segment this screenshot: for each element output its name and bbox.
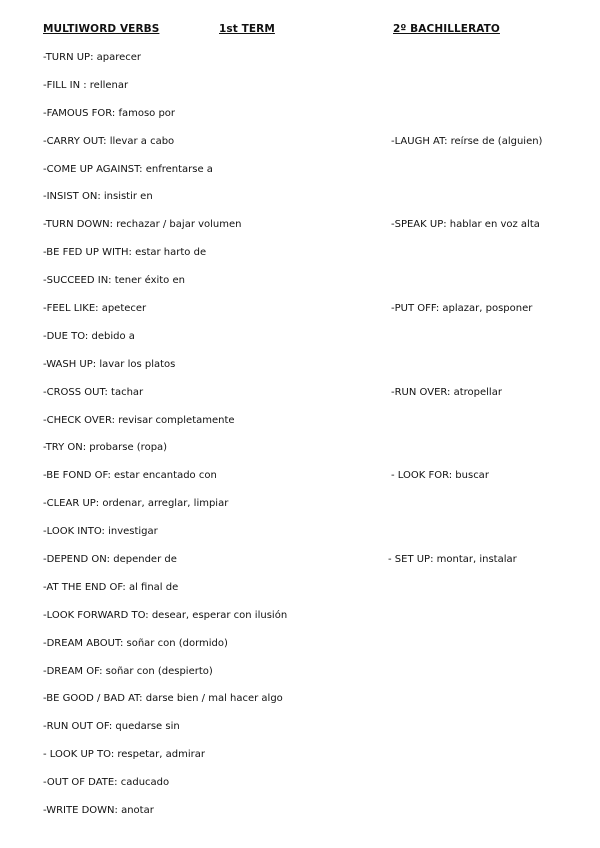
list-item: -RUN OVER: atropellar (391, 386, 502, 398)
list-item: -SPEAK UP: hablar en voz alta (391, 219, 540, 231)
list-item: -WASH UP: lavar los platos (43, 358, 176, 370)
list-item: -AT THE END OF: al final de (43, 581, 179, 593)
course-label: 2º BACHILLERATO (393, 23, 500, 35)
list-item: - LOOK FOR: buscar (391, 470, 489, 482)
list-item: - LOOK UP TO: respetar, admirar (43, 749, 205, 761)
list-item: -DUE TO: debido a (43, 330, 135, 342)
list-item: -CLEAR UP: ordenar, arreglar, limpiar (43, 498, 229, 510)
list-item: -RUN OUT OF: quedarse sin (43, 721, 180, 733)
document-title: MULTIWORD VERBS (43, 23, 160, 35)
list-item: -TURN DOWN: rechazar / bajar volumen (43, 219, 242, 231)
list-item: -CHECK OVER: revisar completamente (43, 414, 235, 426)
list-item: -TRY ON: probarse (ropa) (43, 442, 168, 454)
list-item: -DEPEND ON: depender de (43, 554, 177, 566)
list-item: -FILL IN : rellenar (43, 79, 129, 91)
list-item: -OUT OF DATE: caducado (43, 777, 170, 789)
list-item: -DREAM ABOUT: soñar con (dormido) (43, 637, 228, 649)
list-item: -SUCCEED IN: tener éxito en (43, 275, 185, 287)
list-item: -INSIST ON: insistir en (43, 191, 153, 203)
list-item: -COME UP AGAINST: enfrentarse a (43, 163, 213, 175)
list-item: - SET UP: montar, instalar (388, 554, 517, 566)
list-item: -BE GOOD / BAD AT: darse bien / mal hacer algo (43, 693, 283, 705)
list-item: -CARRY OUT: llevar a cabo (43, 135, 175, 147)
list-item: -TURN UP: aparecer (43, 52, 142, 63)
list-item: -LOOK FORWARD TO: desear, esperar con ilusión (43, 609, 288, 621)
list-item: -FEEL LIKE: apetecer (43, 303, 147, 315)
list-item: -BE FED UP WITH: estar harto de (43, 247, 207, 259)
list-item: -FAMOUS FOR: famoso por (43, 107, 176, 119)
list-item: -DREAM OF: soñar con (despierto) (43, 665, 213, 677)
right-vocabulary-list (388, 51, 543, 581)
list-item: -LAUGH AT: reírse de (alguien) (391, 135, 543, 147)
list-item: -PUT OFF: aplazar, posponer (391, 303, 533, 315)
list-item: -CROSS OUT: tachar (43, 386, 144, 398)
list-item: -BE FOND OF: estar encantado con (43, 470, 217, 482)
left-vocabulary-list (43, 51, 287, 832)
list-item: -LOOK INTO: investigar (43, 526, 158, 538)
term-label: 1st TERM (219, 23, 275, 35)
list-item: -WRITE DOWN: anotar (43, 805, 154, 817)
